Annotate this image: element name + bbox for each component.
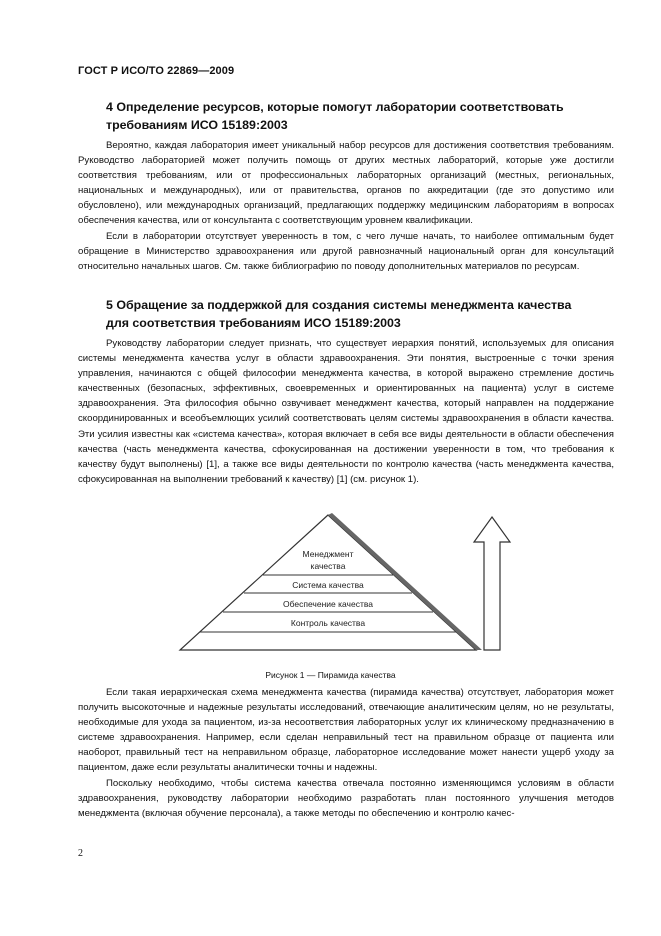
section-4-title-line2: требованиям ИСО 15189:2003 bbox=[106, 118, 288, 132]
figure-caption: Рисунок 1 — Пирамида качества bbox=[265, 670, 396, 680]
quality-pyramid-figure bbox=[160, 505, 520, 655]
closing-paragraph-2: Поскольку необходимо, чтобы система качества отвечала постоянно изменяющимся условиям в области здравоохранения, руководству лаборатории необходимо разработать план постоянного улучшения методов менеджмента (включая обучение персонала), а также методы по обеспечению и контролю качес- bbox=[78, 777, 614, 819]
section-5-title-line1: 5 Обращение за поддержкой для создания системы менеджмента качества bbox=[106, 298, 572, 312]
section-4-title bbox=[106, 98, 596, 134]
section-5-body bbox=[78, 336, 614, 487]
closing-body bbox=[78, 685, 614, 821]
closing-paragraph-1: Если такая иерархическая схема менеджмента качества (пирамида качества) отсутствует, лаборатория может получить высокоточные и надежные результаты исследований, отвечающие аналитическим целям, но не результаты, необходимые для ухода за пациентом, из-за несоответствия лабораторных услуг их клиническому предназначению в системе здравоохранения. Например, если сделан неправильный тест на правильном образце от пациента или наоборот, правильный тест на неправильном образце, лабораторное исследование может нанести ущерб уходу за пациентом, даже если результаты аналитически точны и надежны. bbox=[78, 687, 614, 774]
section-5-title bbox=[106, 296, 596, 332]
pyramid-level-system: Система качества bbox=[292, 580, 364, 590]
section-4-paragraph-2: Если в лаборатории отсутствует уверенность в том, с чего лучше начать, то наиболее оптимальным будет обращение в Министерство здравоохранения или другой равнозначный национальный орган для консультаций относительно начальных шагов. См. также библиографию по поводу дополнительных материалов по ресурсам. bbox=[78, 230, 614, 272]
pyramid-level-management-line2: качества bbox=[310, 561, 346, 571]
section-5-title-line2: для соответствия требованиям ИСО 15189:2003 bbox=[106, 316, 401, 330]
pyramid-level-control: Контроль качества bbox=[290, 618, 366, 628]
section-4-paragraph-1: Вероятно, каждая лаборатория имеет уникальный набор ресурсов для достижения соответствия требованиям. Руководство лабораторией может получить помощь от других местных лабораторий, которые уже достигли соответствия требованиям, или от профессиональных лабораторных организаций (местных, региональных, национальных и международных), или от правительства, органов по аккредитации (где это допустимо или обусловлено), или международных организаций, предлагающих поддержку медицинским лабораториям в вопросах обеспечения качества, или от консультанта с соответствующим уровнем квалификации. bbox=[78, 140, 614, 227]
standard-header: ГОСТ Р ИСО/ТО 22869—2009 bbox=[78, 65, 235, 77]
up-arrow-icon bbox=[474, 517, 510, 650]
section-5-paragraph-1: Руководству лаборатории следует признать, что существует иерархия понятий, используемых для описания системы менеджмента качества услуг в области здравоохранения. Эти понятия, выстроенные с точки зрения управления, начинаются с общей философии менеджмента качества, в которой выражено стремление достичь качественных (безопасных, эффективных, своевременных и ориентированных на пациента) услуг в системе здравоохранения. Эта философия обычно озвучивает менеджмент качества, который направлен на поддержание скоординированных и всеобъемлющих усилий соответствовать целям системы здравоохранения в области качества. Эти усилия известны как «система качества», которая включает в себя все виды деятельности в области обеспечения качества (часть менеджмента качества, сфокусированная на достижении уверенности в том, что требования к качеству будут выполнены) [1], а также все виды деятельности по контролю качества (часть менеджмента качества, сфокусированная на выполнении требований к качеству) [1] (см. рисунок 1). bbox=[78, 338, 614, 485]
section-4-title-line1: 4 Определение ресурсов, которые помогут лаборатории соответствовать bbox=[106, 100, 564, 114]
pyramid-level-management-line1: Менеджмент bbox=[302, 549, 354, 559]
page-number: 2 bbox=[78, 848, 83, 859]
section-4-body bbox=[78, 138, 614, 274]
pyramid-level-assurance: Обеспечение качества bbox=[283, 599, 373, 609]
